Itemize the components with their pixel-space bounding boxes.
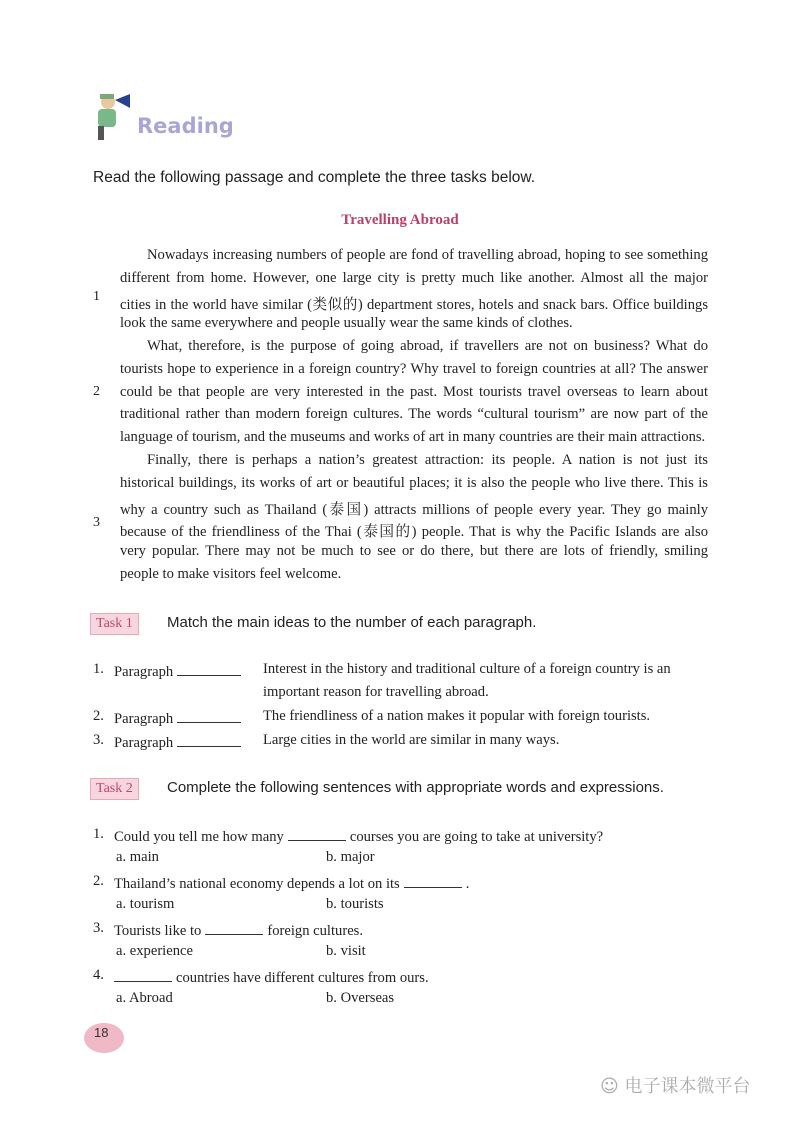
sentence-after: courses you are going to take at university? [349,829,604,845]
item-number: 4. [93,967,104,983]
task2-instruction: Complete the following sentences with appropriate words and expressions. [167,779,664,796]
passage-line: Nowadays increasing numbers of people are fond of travelling abroad, hoping to see something [147,247,708,263]
paragraph-number: 2 [93,384,100,399]
page-number-badge [84,1023,124,1053]
paragraph-answer-row [114,708,241,728]
paragraph-answer-row [114,661,241,681]
sentence-after: countries have different cultures from ours. [176,970,429,986]
page-number: 18 [94,1025,109,1040]
item-number: 2. [93,708,104,724]
task2-badge: Task 2 [90,778,139,800]
option-b: b. major [326,849,375,865]
passage-line: could be that people are very interested in the past. Most tourists travel overseas to learn about [120,383,708,400]
sentence-after: . [465,876,470,892]
passage-title: Travelling Abroad [341,212,459,228]
paragraph-number: 1 [93,289,100,304]
sentence [114,826,603,846]
sentence-before: Could you tell me how many [114,829,284,845]
paragraph-label: Paragraph [114,735,174,751]
task1-instruction: Match the main ideas to the number of each paragraph. [167,614,537,631]
answer-blank[interactable] [177,661,241,676]
answer-blank[interactable] [205,920,263,935]
option-a: a. tourism [116,896,175,912]
passage-line: people to make visitors feel welcome. [120,566,342,582]
passage-line: historical buildings, its works of art or beautiful places; it is also the people who live there. This is [120,474,708,491]
watermark: ☺ 电子课本微平台 [600,1076,751,1097]
passage-line: why a country such as Thailand (泰国) attracts millions of people every year. They go mainly [120,501,708,518]
paragraph-label: Paragraph [114,711,174,727]
option-b: b. tourists [326,896,384,912]
sentence [114,967,429,987]
paragraph-label: Paragraph [114,664,174,680]
answer-blank[interactable] [177,732,241,747]
answer-blank[interactable] [404,873,462,888]
answer-blank[interactable] [114,967,172,982]
passage-line: because of the friendliness of the Thai (泰国的) people. That is why the Pacific Islands are also [120,524,708,541]
main-idea: Interest in the history and traditional culture of a foreign country is an [263,661,671,677]
task1-badge: Task 1 [90,613,139,635]
passage-line: very popular. There may not be much to see or do there, but there are lots of friendly, smiling [120,543,708,560]
answer-blank[interactable] [177,708,241,723]
item-number: 3. [93,920,104,936]
instruction: Read the following passage and complete the three tasks below. [93,169,536,186]
passage-line: Finally, there is perhaps a nation’s greatest attraction: its people. A nation is not just its [147,452,708,468]
sentence-before: Tourists like to [114,923,202,939]
option-a: a. Abroad [116,990,173,1006]
item-number: 1. [93,661,104,677]
sentence [114,873,469,893]
passage-line: cities in the world have similar (类似的) department stores, hotels and snack bars. Office buildings [120,296,708,313]
answer-blank[interactable] [288,826,346,841]
reader-with-megaphone-icon [88,92,136,144]
passage-line: language of tourism, and the museums and works of art in many countries are their main attractions. [120,429,706,446]
paragraph-number: 3 [93,515,100,530]
option-a: a. experience [116,943,193,959]
passage-line: traditional rather than modern foreign cultures. The words “cultural tourism” are now part of the [120,406,708,423]
passage-line: different from home. However, one large city is pretty much like another. Almost all the major [120,269,708,286]
option-b: b. Overseas [326,990,395,1006]
main-idea: The friendliness of a nation makes it popular with foreign tourists. [263,708,651,724]
item-number: 3. [93,732,104,748]
sentence-after: foreign cultures. [267,923,363,939]
item-number: 2. [93,873,104,889]
passage-line: look the same everywhere and people usually wear the same kinds of clothes. [120,315,573,332]
passage-line: What, therefore, is the purpose of going abroad, if travellers are not on business? What do [147,338,708,354]
wechat-icon: ☺ [600,1076,625,1097]
paragraph-answer-row [114,732,241,752]
sentence [114,920,363,940]
passage-line: tourists hope to experience in a foreign country? Why travel to foreign countries at all? The answer [120,360,708,377]
main-idea: Large cities in the world are similar in many ways. [263,732,560,748]
option-a: a. main [116,849,159,865]
section-heading: Reading [137,114,234,138]
option-b: b. visit [326,943,366,959]
item-number: 1. [93,826,104,842]
sentence-before: Thailand’s national economy depends a lot on its [114,876,400,892]
main-idea: important reason for travelling abroad. [263,684,489,700]
